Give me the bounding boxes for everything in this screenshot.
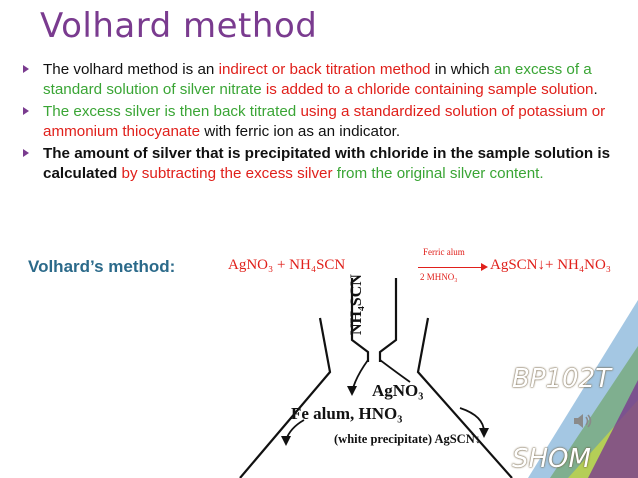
bullet-3-part-2: by subtracting the excess silver — [117, 164, 333, 182]
watermark-code: BP102T — [512, 364, 612, 394]
bullet-3-part-3: from the original silver content. — [332, 164, 544, 182]
bullet-2-part-2: using a standardized solution of potassium or ammonium thiocyanate — [43, 103, 606, 140]
bullet-1-part-3: in which — [430, 61, 494, 78]
slide-title: Volhard method — [40, 6, 318, 46]
speaker-icon[interactable] — [572, 412, 594, 430]
bullet-2-part-1: The excess silver is then back titrated — [43, 103, 297, 120]
bullet-1-part-6: . — [593, 80, 598, 98]
reaction-label: Volhard’s method: — [28, 257, 176, 276]
reaction-condition-top: Ferric alum — [423, 247, 465, 257]
burette-label: NH₄SCN — [348, 274, 365, 335]
reaction-condition-bottom: 2 MHNO₃ — [420, 272, 458, 282]
flask-label-precipitate: (white precipitate) AgSCN↓ — [334, 432, 481, 446]
corner-decoration — [508, 0, 638, 478]
bullet-1-part-1: The volhard method is an — [43, 61, 219, 78]
bullet-1-part-2: indirect or back titration method — [218, 61, 431, 78]
bullet-2-part-3: with ferric ion as an indicator. — [200, 122, 401, 140]
watermark-author: SHOM — [512, 444, 591, 474]
flask-label-fe-alum: Fe alum, HNO₃ — [291, 404, 403, 423]
bullet-1-part-4: an excess of a standard solution of silver nitrate — [43, 61, 592, 98]
bullet-3-part-1: The amount of silver that is precipitated with chloride in the sample solution is calculated — [43, 145, 611, 182]
reaction-reactants: AgNO₃ + NH₄SCN — [228, 257, 346, 273]
reaction-products: AgSCN↓+ NH₄NO₃ — [490, 257, 612, 273]
bullet-1-part-5: is added to a chloride containing sample solution — [261, 80, 594, 98]
flask-label-agno3: AgNO₃ — [372, 381, 424, 400]
